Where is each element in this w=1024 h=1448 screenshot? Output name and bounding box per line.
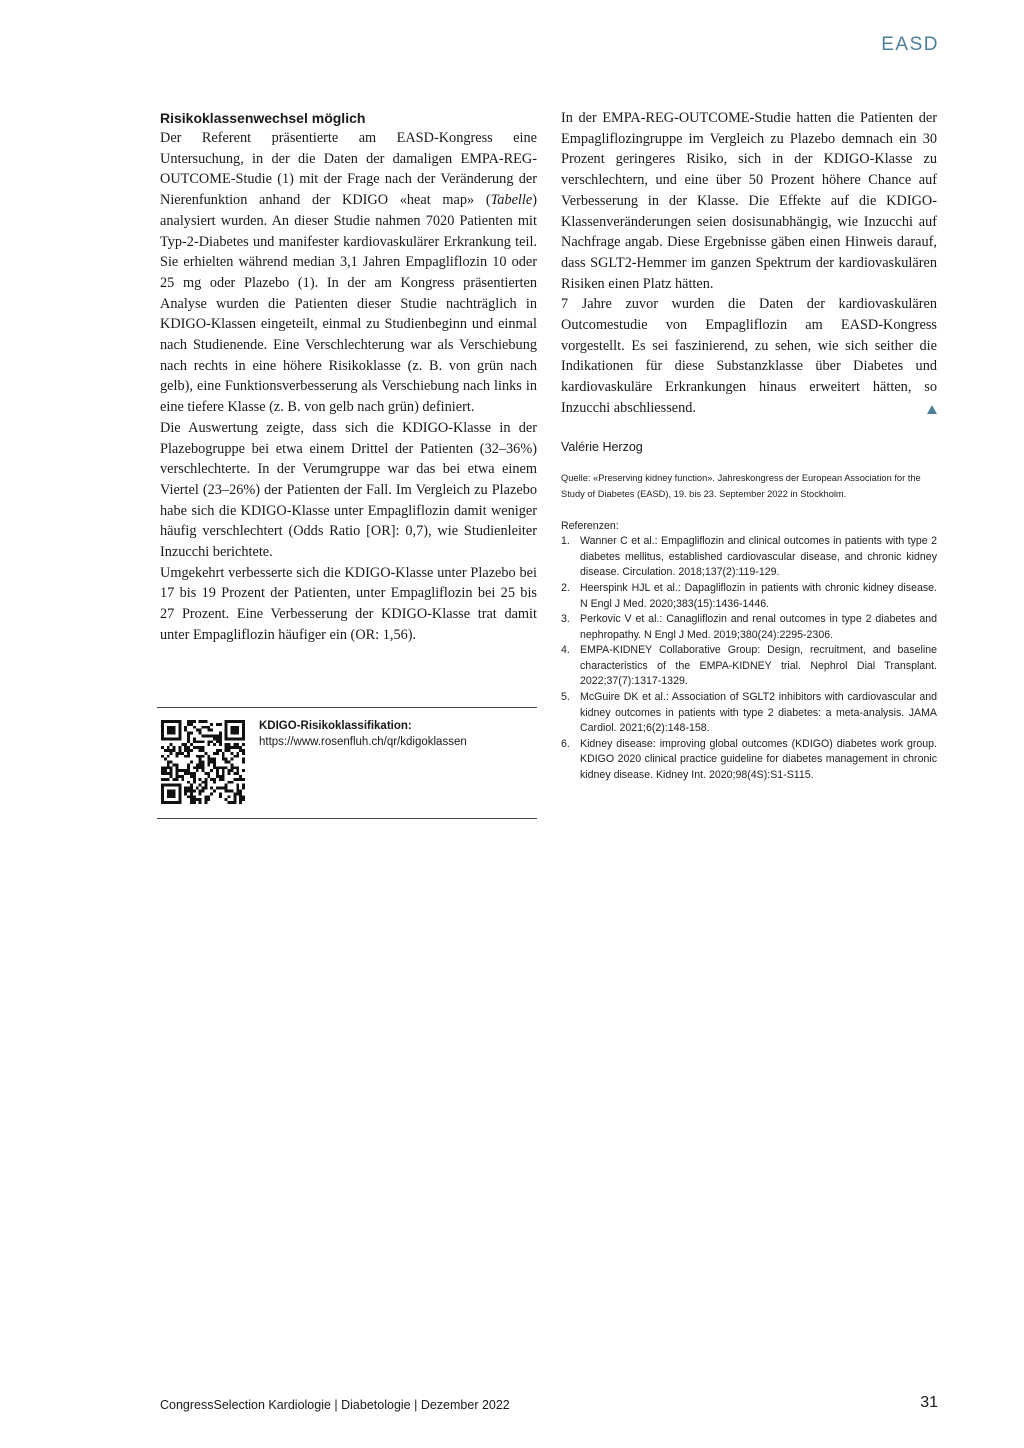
paragraph: In der EMPA-REG-OUTCOME-Studie hatten die Patienten der Empagliflozingruppe im Vergleich zu Plazebo demnach ein 30 Prozent geringeres Risiko, sich in der KDIGO-Klasse zu verschlechtern, und eine über 50 Prozent höhere Chance auf Verbesserung in der Klasse. Die Effekte auf die KDIGO-Klassenveränderungen seien dosisunabhängig, wie Inzucchi auf Nachfrage angab. Diese Ergebnisse gäben einen Hinweis darauf, dass SGLT2-Hemmer im ganzen Spektrum der kardiovaskulären Risiken einen Platz hätten. [561, 110, 937, 292]
reference-item [561, 534, 937, 581]
reference-number: 2. [561, 581, 570, 594]
qr-caption [259, 718, 467, 750]
reference-text: McGuire DK et al.: Association of SGLT2 inhibitors with cardiovascular and kidney outcomes in patients with type 2 diabetes: a meta-analysis. JAMA Cardiol. 2021;6(2):148-158. [580, 691, 937, 735]
section-label: EASD [881, 34, 939, 55]
reference-number: 4. [561, 644, 570, 657]
reference-item [561, 581, 937, 612]
qr-code-box [157, 707, 537, 819]
paragraph: Umgekehrt verbesserte sich die KDIGO-Klasse unter Plazebo bei 17 bis 19 Prozent der Patienten, unter Empagliflozin bei 25 bis 27 Prozent. Eine Verbesserung der KDIGO-Klasse trat damit unter Empagliflozin häufiger ein (OR: 1,56). [160, 564, 537, 643]
paragraph: Die Auswertung zeigte, dass sich die KDIGO-Klasse in der Plazebogruppe bei etwa einem Drittel der Patienten (32–36%) verschlechterte. In der Verumgruppe war das bei etwa einem Viertel (23–26%) der Patienten der Fall. Im Vergleich zu Plazebo habe sich die KDIGO-Klasse unter Empagliflozin damit weniger häufig verschlechtert (Odds Ratio [OR]: 0,7), wie Studienleiter Inzucchi berichtete. [160, 419, 537, 561]
source-note: Quelle: «Preserving kidney function». Jahreskongress der European Association for the Study of Diabetes (EASD), 19. bis 23. September 2022 in Stockholm. [561, 472, 921, 499]
reference-item [561, 737, 937, 784]
reference-text: Kidney disease: improving global outcomes (KDIGO) diabetes work group. KDIGO 2020 clinical practice guideline for diabetes management in chronic kidney disease. Kidney Int. 2020;98(4S):S1-S115. [580, 737, 937, 782]
reference-number: 5. [561, 691, 570, 704]
reference-list [561, 534, 937, 784]
paragraph: 7 Jahre zuvor wurden die Daten der kardiovaskulären Outcomestudie von Empagliflozin am EASD-Kongress vorgestellt. Es sei faszinierend, zu sehen, wie sich seither die Indikationen für diese Substanzklasse über Diabetes und kardiovaskuläre Erkrankungen hinaus erweitert hätten, so Inzucchi abschliessend. [561, 296, 937, 416]
reference-item [561, 643, 937, 690]
references [561, 519, 937, 784]
reference-number: 6. [561, 737, 570, 750]
right-column [561, 108, 937, 784]
reference-item [561, 690, 937, 737]
qr-link[interactable]: https://www.rosenfluh.ch/qr/kdigoklassen [259, 736, 467, 748]
qr-code-icon[interactable] [161, 720, 245, 804]
qr-title: KDIGO-Risikoklassifikation: [259, 720, 412, 732]
author: Valérie Herzog [561, 439, 643, 454]
reference-number: 1. [561, 535, 570, 548]
page-number: 31 [920, 1394, 938, 1411]
footer-publication: CongressSelection Kardiologie | Diabetologie | Dezember 2022 [160, 1398, 510, 1412]
left-column [160, 108, 537, 646]
paragraph: Der Referent präsentierte am EASD-Kongress eine Untersuchung, in der die Daten der damaligen EMPA-REG-OUTCOME-Studie (1) mit der Frage nach der Veränderung der Nierenfunktion anhand der KDIGO «heat map» (Tabelle) analysiert wurden. An dieser Studie nahmen 7020 Patienten mit Typ-2-Diabetes und manifester kardiovaskulärer Erkrankung teil. Sie erhielten während median 3,1 Jahren Empagliflozin 10 oder 25 mg oder Plazebo (1). In der am Kongress präsentierten Analyse wurden die Patienten dieser Studie nachträglich in KDIGO-Klassen eingeteilt, einmal zu Studienbeginn und einmal nach Studienende. Eine Verschlechterung war als Verschiebung nach rechts in eine höhere Risikoklasse (z. B. von grün nach gelb), eine Funktionsverbesserung als Verschiebung nach links in eine tiefere Klasse (z. B. von gelb nach grün) definiert. [160, 130, 537, 416]
reference-text: Perkovic V et al.: Canagliflozin and renal outcomes in type 2 diabetes and nephropathy. N Engl J Med. 2019;380(24):2295-2306. [580, 613, 937, 641]
reference-text: Heerspink HJL et al.: Dapagliflozin in patients with chronic kidney disease. N Engl J Med. 2020;383(15):1436-1446. [580, 581, 937, 610]
references-label: Referenzen: [561, 519, 619, 532]
article-end-icon [927, 405, 937, 414]
reference-item [561, 612, 937, 643]
reference-number: 3. [561, 613, 570, 626]
reference-text: Wanner C et al.: Empagliflozin and clinical outcomes in patients with type 2 diabetes mellitus, established cardiovascular disease, and chronic kidney disease. Circulation. 2018;137(2):119-129. [580, 535, 937, 579]
reference-text: EMPA-KIDNEY Collaborative Group: Design, recruitment, and baseline characteristics of the EMPA-KIDNEY trial. Nephrol Dial Transplant. 2022;37(7):1317-1329. [580, 644, 937, 688]
section-heading: Risikoklassenwechsel möglich [160, 110, 366, 126]
